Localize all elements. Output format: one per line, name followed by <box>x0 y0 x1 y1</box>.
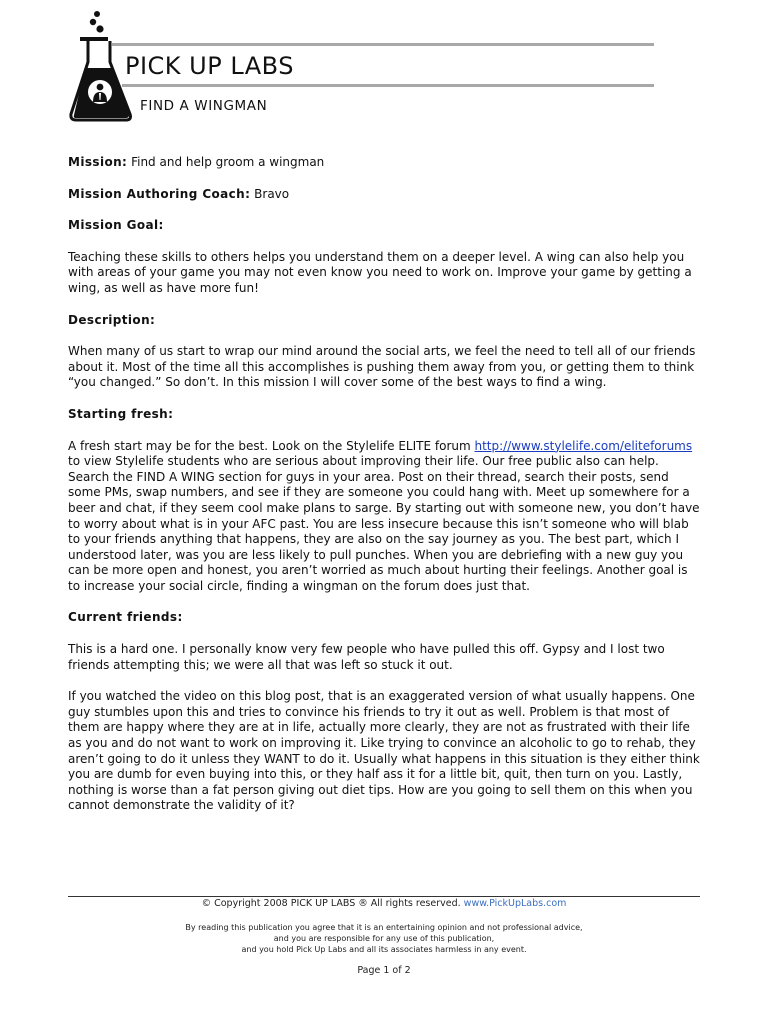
disclaimer-line-2: and you are responsible for any use of this publication, <box>273 934 495 943</box>
footer-copyright <box>68 898 700 909</box>
current-friends-para-1: This is a hard one. I personally know very few people who have pulled this off. Gypsy and I lost two friends attempting this; we were all that was left so stuck it out. <box>68 642 665 672</box>
mission-label: Mission: <box>68 155 128 169</box>
coach-label: Mission Authoring Coach: <box>68 186 251 201</box>
description-text: When many of us start to wrap our mind around the social arts, we feel the need to tell all of our friends about it. Most of the time all this accomplishes is pushing them away from you, or getting them to think “you changed.” So don’t. In this mission I will cover some of the best ways to find a wing. <box>68 344 696 390</box>
starting-fresh-heading: Starting fresh: <box>68 406 174 421</box>
current-friends-para-2: If you watched the video on this blog post, that is an exaggerated version of what usually happens. One guy stumbles upon this and tries to convince his friends to try it out as well. Problem is that most of them are happy where they are at in life, actually more clearly, they are not as frustrated with their life as you and do not want to work on improving it. Like trying to convince an alcoholic to go to rehab, they aren’t going to do it unless they WANT to do it. Usually what happens in this situation is they either think you are dumb for even buying into this, or they half ass it for a little bit, quit, then turn on you. Lastly, nothing is worse than a fat person giving out diet tips. How are you going to sell them on this when you cannot demonstrate the validity of it? <box>68 689 700 813</box>
starting-fresh-text-before: A fresh start may be for the best. Look on the Stylelife ELITE forum <box>68 438 475 453</box>
header-rule-middle <box>122 84 654 87</box>
document-body <box>68 155 702 830</box>
starting-fresh-text <box>68 439 702 595</box>
mission-goal-heading: Mission Goal: <box>68 218 164 233</box>
current-friends-heading: Current friends: <box>68 610 183 625</box>
starting-fresh-text-after: to view Stylelife students who are serious about improving their life. Our free public also can help. Search the FIND A WING section for guys in your area. Post on their thread, search their posts, send some PMs, swap numbers, and see if they are someone you could hang with. Meet up somewhere for a beer and chat, if they seem cool make plans to sarge. By starting out with someone new, you don’t have to worry about what is in your AFC past. You are less insecure because this isn’t someone who will blab to your friends anything that happens, they are also on the say journey as you. The best part, which I understood later, was you are less likely to pull punches. When you are debriefing with a new guy you can be more open and honest, you aren’t worried as much about hurting their feelings. Another goal is to increase your social circle, finding a wingman on the forum does just that. <box>68 454 700 593</box>
copyright-text: © Copyright 2008 PICK UP LABS ® All rights reserved. <box>201 898 461 909</box>
mission-value: Find and help groom a wingman <box>131 155 325 169</box>
header-rule-top <box>112 43 654 46</box>
page-number: Page 1 of 2 <box>357 965 411 976</box>
elite-forums-link[interactable]: http://www.stylelife.com/eliteforums <box>474 438 693 453</box>
disclaimer-line-3: and you hold Pick Up Labs and all its associates harmless in any event. <box>241 945 527 954</box>
footer-disclaimer <box>68 922 700 955</box>
document-subtitle: FIND A WINGMAN <box>140 98 268 114</box>
mission-line <box>68 155 702 171</box>
coach-line <box>68 187 702 203</box>
brand-title: PICK UP LABS <box>125 52 294 80</box>
disclaimer-line-1: By reading this publication you agree that it is an entertaining opinion and not professional advice, <box>185 923 583 932</box>
mission-goal-text: Teaching these skills to others helps you understand them on a deeper level. A wing can also help you with areas of your game you may not even know you need to work on. Improve your game by getting a wing, as well as have more fun! <box>68 249 692 295</box>
description-heading: Description: <box>68 312 156 327</box>
coach-value: Bravo <box>254 186 290 201</box>
footer-website-link[interactable]: www.PickUpLabs.com <box>463 898 567 909</box>
footer-rule <box>68 896 700 897</box>
